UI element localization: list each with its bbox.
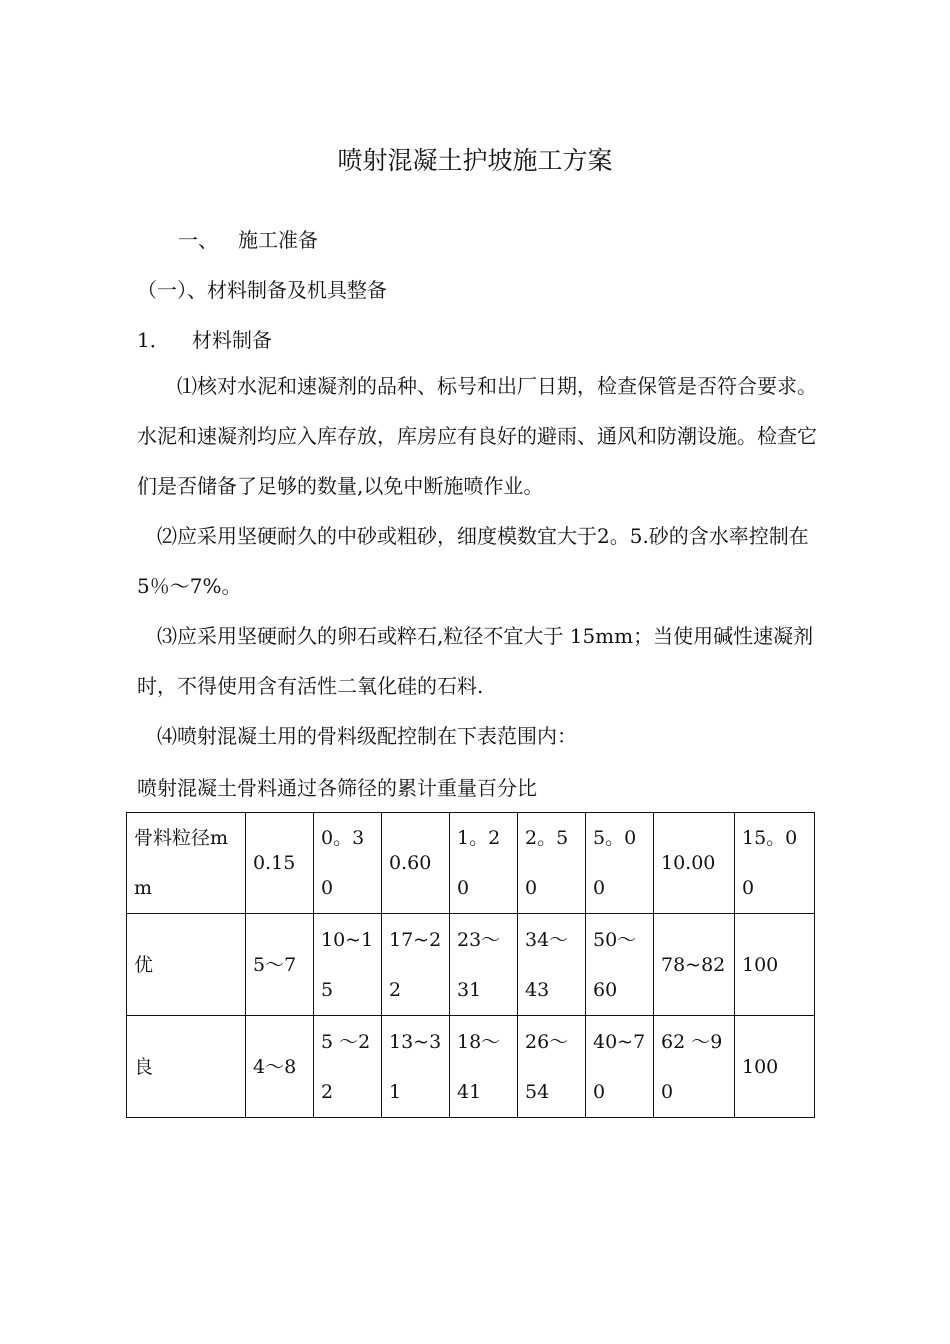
table-cell: 50～60 bbox=[586, 914, 654, 1016]
table-cell: 78~82 bbox=[654, 914, 735, 1016]
subsection-heading: （一）、材料制备及机具整备 bbox=[137, 278, 387, 302]
paragraph-2: ⑵应采用坚硬耐久的中砂或粗砂，细度模数宜大于2。5.砂的含水率控制在5％～7%。 bbox=[137, 524, 809, 598]
header-cell: 10.00 bbox=[654, 813, 735, 914]
table-cell: 34～43 bbox=[518, 914, 586, 1016]
header-cell: 0.15 bbox=[246, 813, 314, 914]
table-row bbox=[127, 1016, 815, 1118]
table-cell: 13~31 bbox=[382, 1016, 450, 1118]
item-number: 1． bbox=[137, 328, 170, 352]
table-cell: 5 ～22 bbox=[314, 1016, 382, 1118]
paragraph-4: ⑷喷射混凝土用的骨料级配控制在下表范围内： bbox=[157, 724, 577, 748]
document-title: 喷射混凝土护坡施工方案 bbox=[337, 146, 613, 175]
table-cell: 100 bbox=[735, 914, 815, 1016]
paragraph-1: ⑴核对水泥和速凝剂的品种、标号和出厂日期，检查保管是否符合要求。水泥和速凝剂均应入库存放，库房应有良好的避雨、通风和防潮设施。检查它们是否储备了足够的数量,以免中断施喷作业。 bbox=[137, 374, 817, 498]
header-cell: 15。00 bbox=[735, 813, 815, 914]
paragraph-3: ⑶应采用坚硬耐久的卵石或粹石,粒径不宜大于 15mm；当使用碱性速凝剂时，不得使用含有活性二氧化硅的石料. bbox=[137, 624, 814, 698]
header-cell: 2。50 bbox=[518, 813, 586, 914]
table-row bbox=[127, 914, 815, 1016]
table-cell: 17~22 bbox=[382, 914, 450, 1016]
table-cell: 4～8 bbox=[246, 1016, 314, 1118]
item-text: 材料制备 bbox=[192, 328, 272, 352]
table-cell: 26～54 bbox=[518, 1016, 586, 1118]
table-cell: 优 bbox=[127, 914, 246, 1016]
table-cell: 62 ～90 bbox=[654, 1016, 735, 1118]
header-cell: 5。00 bbox=[586, 813, 654, 914]
item-heading bbox=[137, 324, 272, 353]
table-cell: 18～41 bbox=[450, 1016, 518, 1118]
table-cell: 良 bbox=[127, 1016, 246, 1118]
table-cell: 100 bbox=[735, 1016, 815, 1118]
section-text: 施工准备 bbox=[238, 228, 318, 252]
section-number: 一、 bbox=[178, 228, 218, 252]
header-cell: 骨料粒径mm bbox=[127, 813, 246, 914]
header-cell: 1。20 bbox=[450, 813, 518, 914]
header-cell: 0。30 bbox=[314, 813, 382, 914]
header-cell: 0.60 bbox=[382, 813, 450, 914]
table-cell: 5～7 bbox=[246, 914, 314, 1016]
table-cell: 10~15 bbox=[314, 914, 382, 1016]
gradation-table bbox=[126, 812, 815, 1118]
table-header-row bbox=[127, 813, 815, 914]
table-cell: 40~70 bbox=[586, 1016, 654, 1118]
table-caption: 喷射混凝土骨料通过各筛径的累计重量百分比 bbox=[137, 776, 537, 800]
table-cell: 23～31 bbox=[450, 914, 518, 1016]
section-heading bbox=[178, 224, 318, 253]
